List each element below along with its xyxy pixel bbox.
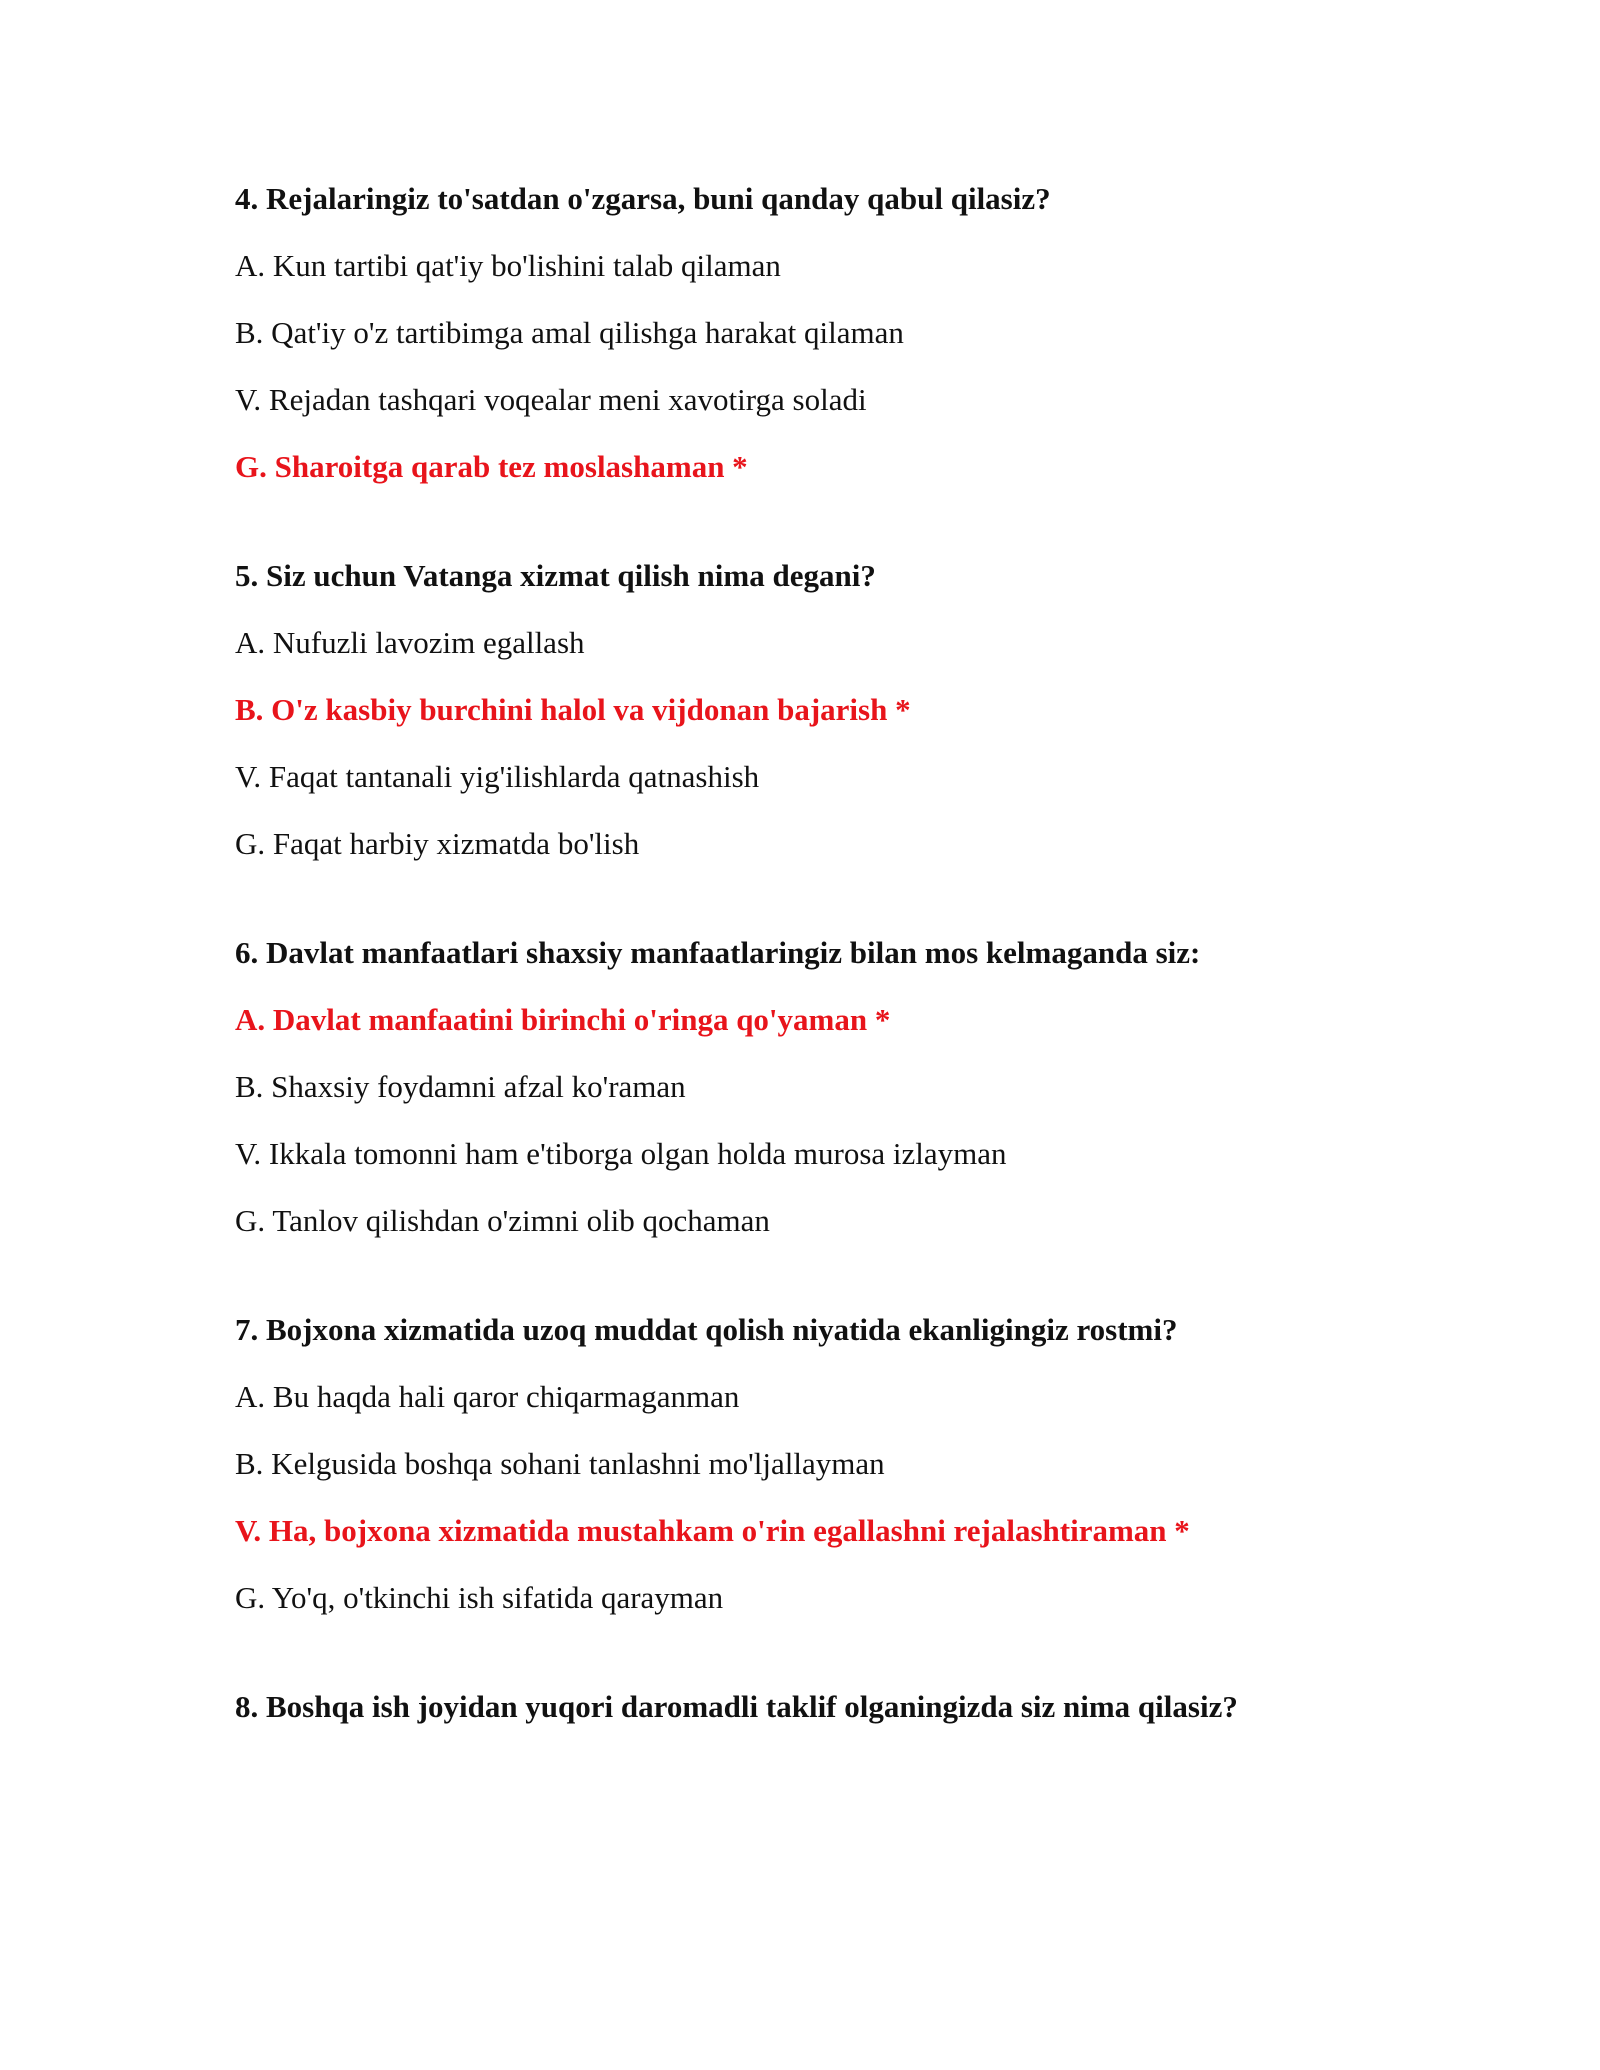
question-block-6: [235, 932, 1435, 1242]
answer-option-correct: B. O'z kasbiy burchini halol va vijdonan bajarish *: [235, 692, 911, 727]
answer-option: A. Kun tartibi qat'iy bo'lishini talab qilaman: [235, 248, 781, 283]
answer-option: B. Kelgusida boshqa sohani tanlashni mo'ljallayman: [235, 1446, 885, 1481]
answer-option: G. Tanlov qilishdan o'zimni olib qochaman: [235, 1203, 770, 1238]
answer-option: V. Faqat tantanali yig'ilishlarda qatnashish: [235, 759, 760, 794]
question-block-5: [235, 555, 1435, 865]
question-block-8: [235, 1686, 1435, 1728]
question-title: 6. Davlat manfaatlari shaxsiy manfaatlaringiz bilan mos kelmaganda siz:: [235, 935, 1201, 970]
question-title: 8. Boshqa ish joyidan yuqori daromadli taklif olganingizda siz nima qilasiz?: [235, 1689, 1238, 1724]
question-block-4: [235, 178, 1435, 488]
answer-option-correct: G. Sharoitga qarab tez moslashaman *: [235, 449, 748, 484]
answer-option: V. Ikkala tomonni ham e'tiborga olgan holda murosa izlayman: [235, 1136, 1007, 1171]
question-title: 7. Bojxona xizmatida uzoq muddat qolish niyatida ekanligingiz rostmi?: [235, 1312, 1178, 1347]
question-title: 4. Rejalaringiz to'satdan o'zgarsa, buni qanday qabul qilasiz?: [235, 181, 1051, 216]
question-block-7: [235, 1309, 1435, 1619]
answer-option-correct: A. Davlat manfaatini birinchi o'ringa qo'yaman *: [235, 1002, 891, 1037]
answer-option: G. Yo'q, o'tkinchi ish sifatida qarayman: [235, 1580, 724, 1615]
answer-option: B. Shaxsiy foydamni afzal ko'raman: [235, 1069, 686, 1104]
answer-option: V. Rejadan tashqari voqealar meni xavotirga soladi: [235, 382, 867, 417]
answer-option: A. Nufuzli lavozim egallash: [235, 625, 585, 660]
question-title: 5. Siz uchun Vatanga xizmat qilish nima degani?: [235, 558, 876, 593]
answer-option: G. Faqat harbiy xizmatda bo'lish: [235, 826, 640, 861]
answer-option: B. Qat'iy o'z tartibimga amal qilishga harakat qilaman: [235, 315, 904, 350]
answer-option: A. Bu haqda hali qaror chiqarmaganman: [235, 1379, 740, 1414]
document-page: [235, 178, 1435, 1795]
answer-option-correct: V. Ha, bojxona xizmatida mustahkam o'rin egallashni rejalashtiraman *: [235, 1513, 1190, 1548]
